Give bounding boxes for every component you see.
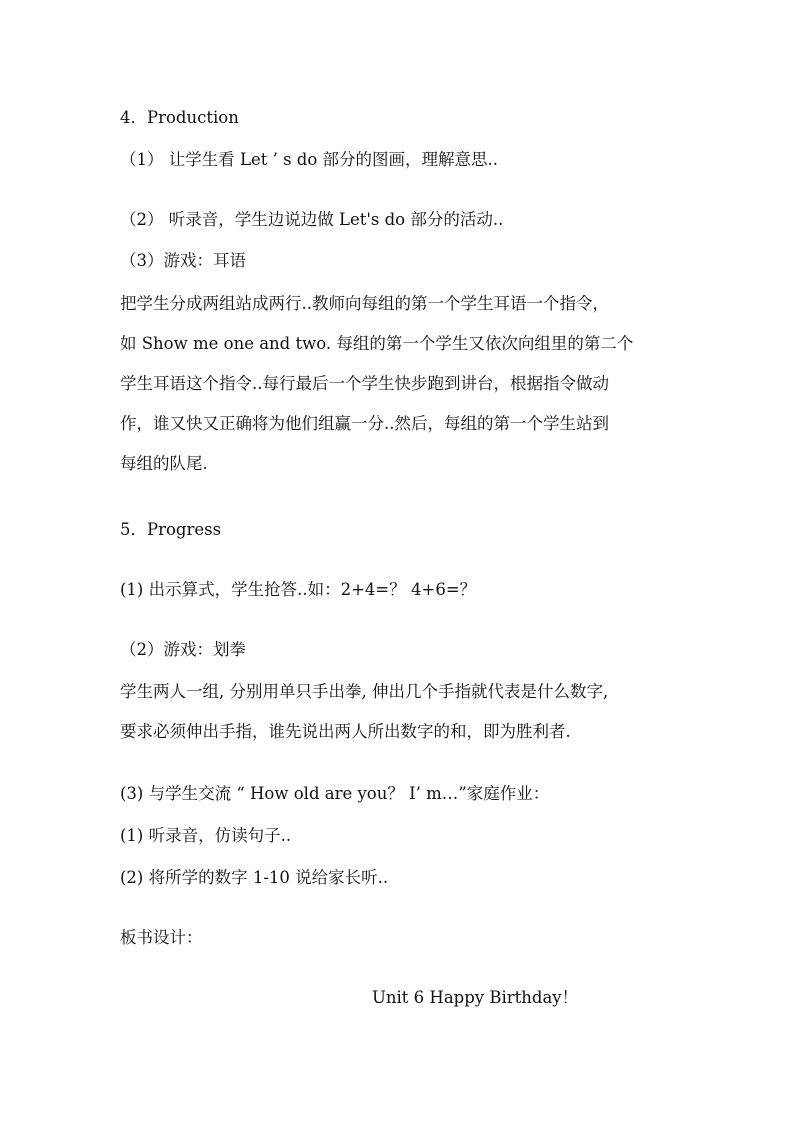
whisper-game-paragraph: [120, 294, 680, 494]
homework-item-2: (2) 将所学的数字 1-10 说给家长听..: [120, 868, 389, 887]
section-5-item-2: （2）游戏：划拳: [120, 640, 246, 659]
section-4-item-2: （2） 听录音，学生边说边做 Let's do 部分的活动..: [120, 210, 504, 229]
section-4-heading: 4．Production: [120, 108, 239, 127]
section-4-item-1: （1） 让学生看 Let ’ s do 部分的图画，理解意思..: [120, 150, 499, 169]
paragraph-line: 学生两人一组, 分别用单只手出拳, 伸出几个手指就代表是什么数字,: [120, 682, 609, 701]
board-design-label: 板书设计：: [120, 928, 203, 947]
paragraph-line: 如 Show me one and two. 每组的第一个学生又依次向组里的第二个: [120, 334, 634, 353]
section-5-item-3: (3) 与学生交流 “ How old are you？ I’ m…”家庭作业：: [120, 784, 550, 803]
section-5-heading: 5．Progress: [120, 520, 222, 539]
board-title: Unit 6 Happy Birthday！: [372, 988, 579, 1007]
paragraph-line: 每组的队尾.: [120, 454, 208, 473]
paragraph-line: 作，谁又快又正确将为他们组赢一分..然后，每组的第一个学生站到: [120, 414, 609, 433]
finger-game-paragraph: [120, 682, 680, 762]
paragraph-line: 把学生分成两组站成两行..教师向每组的第一个学生耳语一个指令，: [120, 294, 609, 313]
paragraph-line: 要求必须伸出手指，谁先说出两人所出数字的和，即为胜利者.: [120, 722, 571, 741]
paragraph-line: 学生耳语这个指令..每行最后一个学生快步跑到讲台，根据指令做动: [120, 374, 609, 393]
section-4-item-3: （3）游戏：耳语: [120, 251, 246, 270]
section-5-item-1: (1) 出示算式，学生抢答..如：2+4=？ 4+6=？: [120, 580, 477, 599]
homework-item-1: (1) 听录音，仿读句子..: [120, 826, 292, 845]
